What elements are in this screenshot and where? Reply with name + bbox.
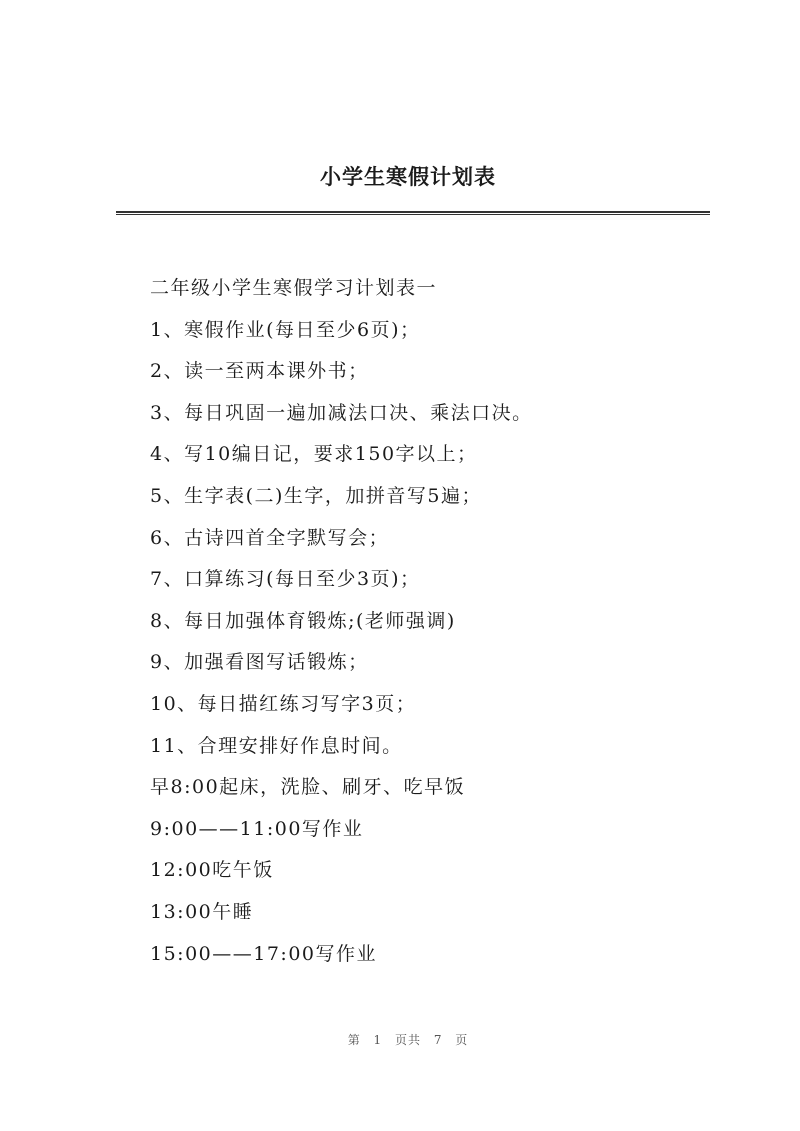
body-line: 1、寒假作业(每日至少6页)； [150,318,421,341]
body-line: 早8:00起床，洗脸、刷牙、吃早饭 [150,776,466,799]
body-line: 7、口算练习(每日至少3页)； [150,568,421,591]
document-title: 小学生寒假计划表 [320,165,496,189]
body-line: 11、合理安排好作息时间。 [150,734,403,757]
body-line: 5、生字表(二)生字，加拼音写5遍； [150,484,483,507]
body-line: 6、古诗四首全字默写会； [150,526,390,549]
title-divider [116,211,710,215]
body-line: 2、读一至两本课外书； [150,360,369,383]
page-number-footer: 第 1 页共 7 页 [347,1033,469,1047]
body-line: 8、每日加强体育锻炼;(老师强调) [150,609,456,632]
body-line: 3、每日巩固一遍加减法口决、乘法口决。 [150,401,533,424]
body-line: 10、每日描红练习写字3页； [150,692,417,715]
body-line-heading: 二年级小学生寒假学习计划表一 [150,277,438,299]
body-line: 9、加强看图写话锻炼； [150,651,369,674]
document-body [150,268,710,975]
body-line: 4、写10编日记，要求150字以上； [150,443,478,466]
body-line: 9:00——11:00写作业 [150,817,364,840]
body-line: 12:00吃午饭 [150,859,274,882]
body-line: 15:00——17:00写作业 [150,942,378,965]
body-line: 13:00午睡 [150,900,254,923]
